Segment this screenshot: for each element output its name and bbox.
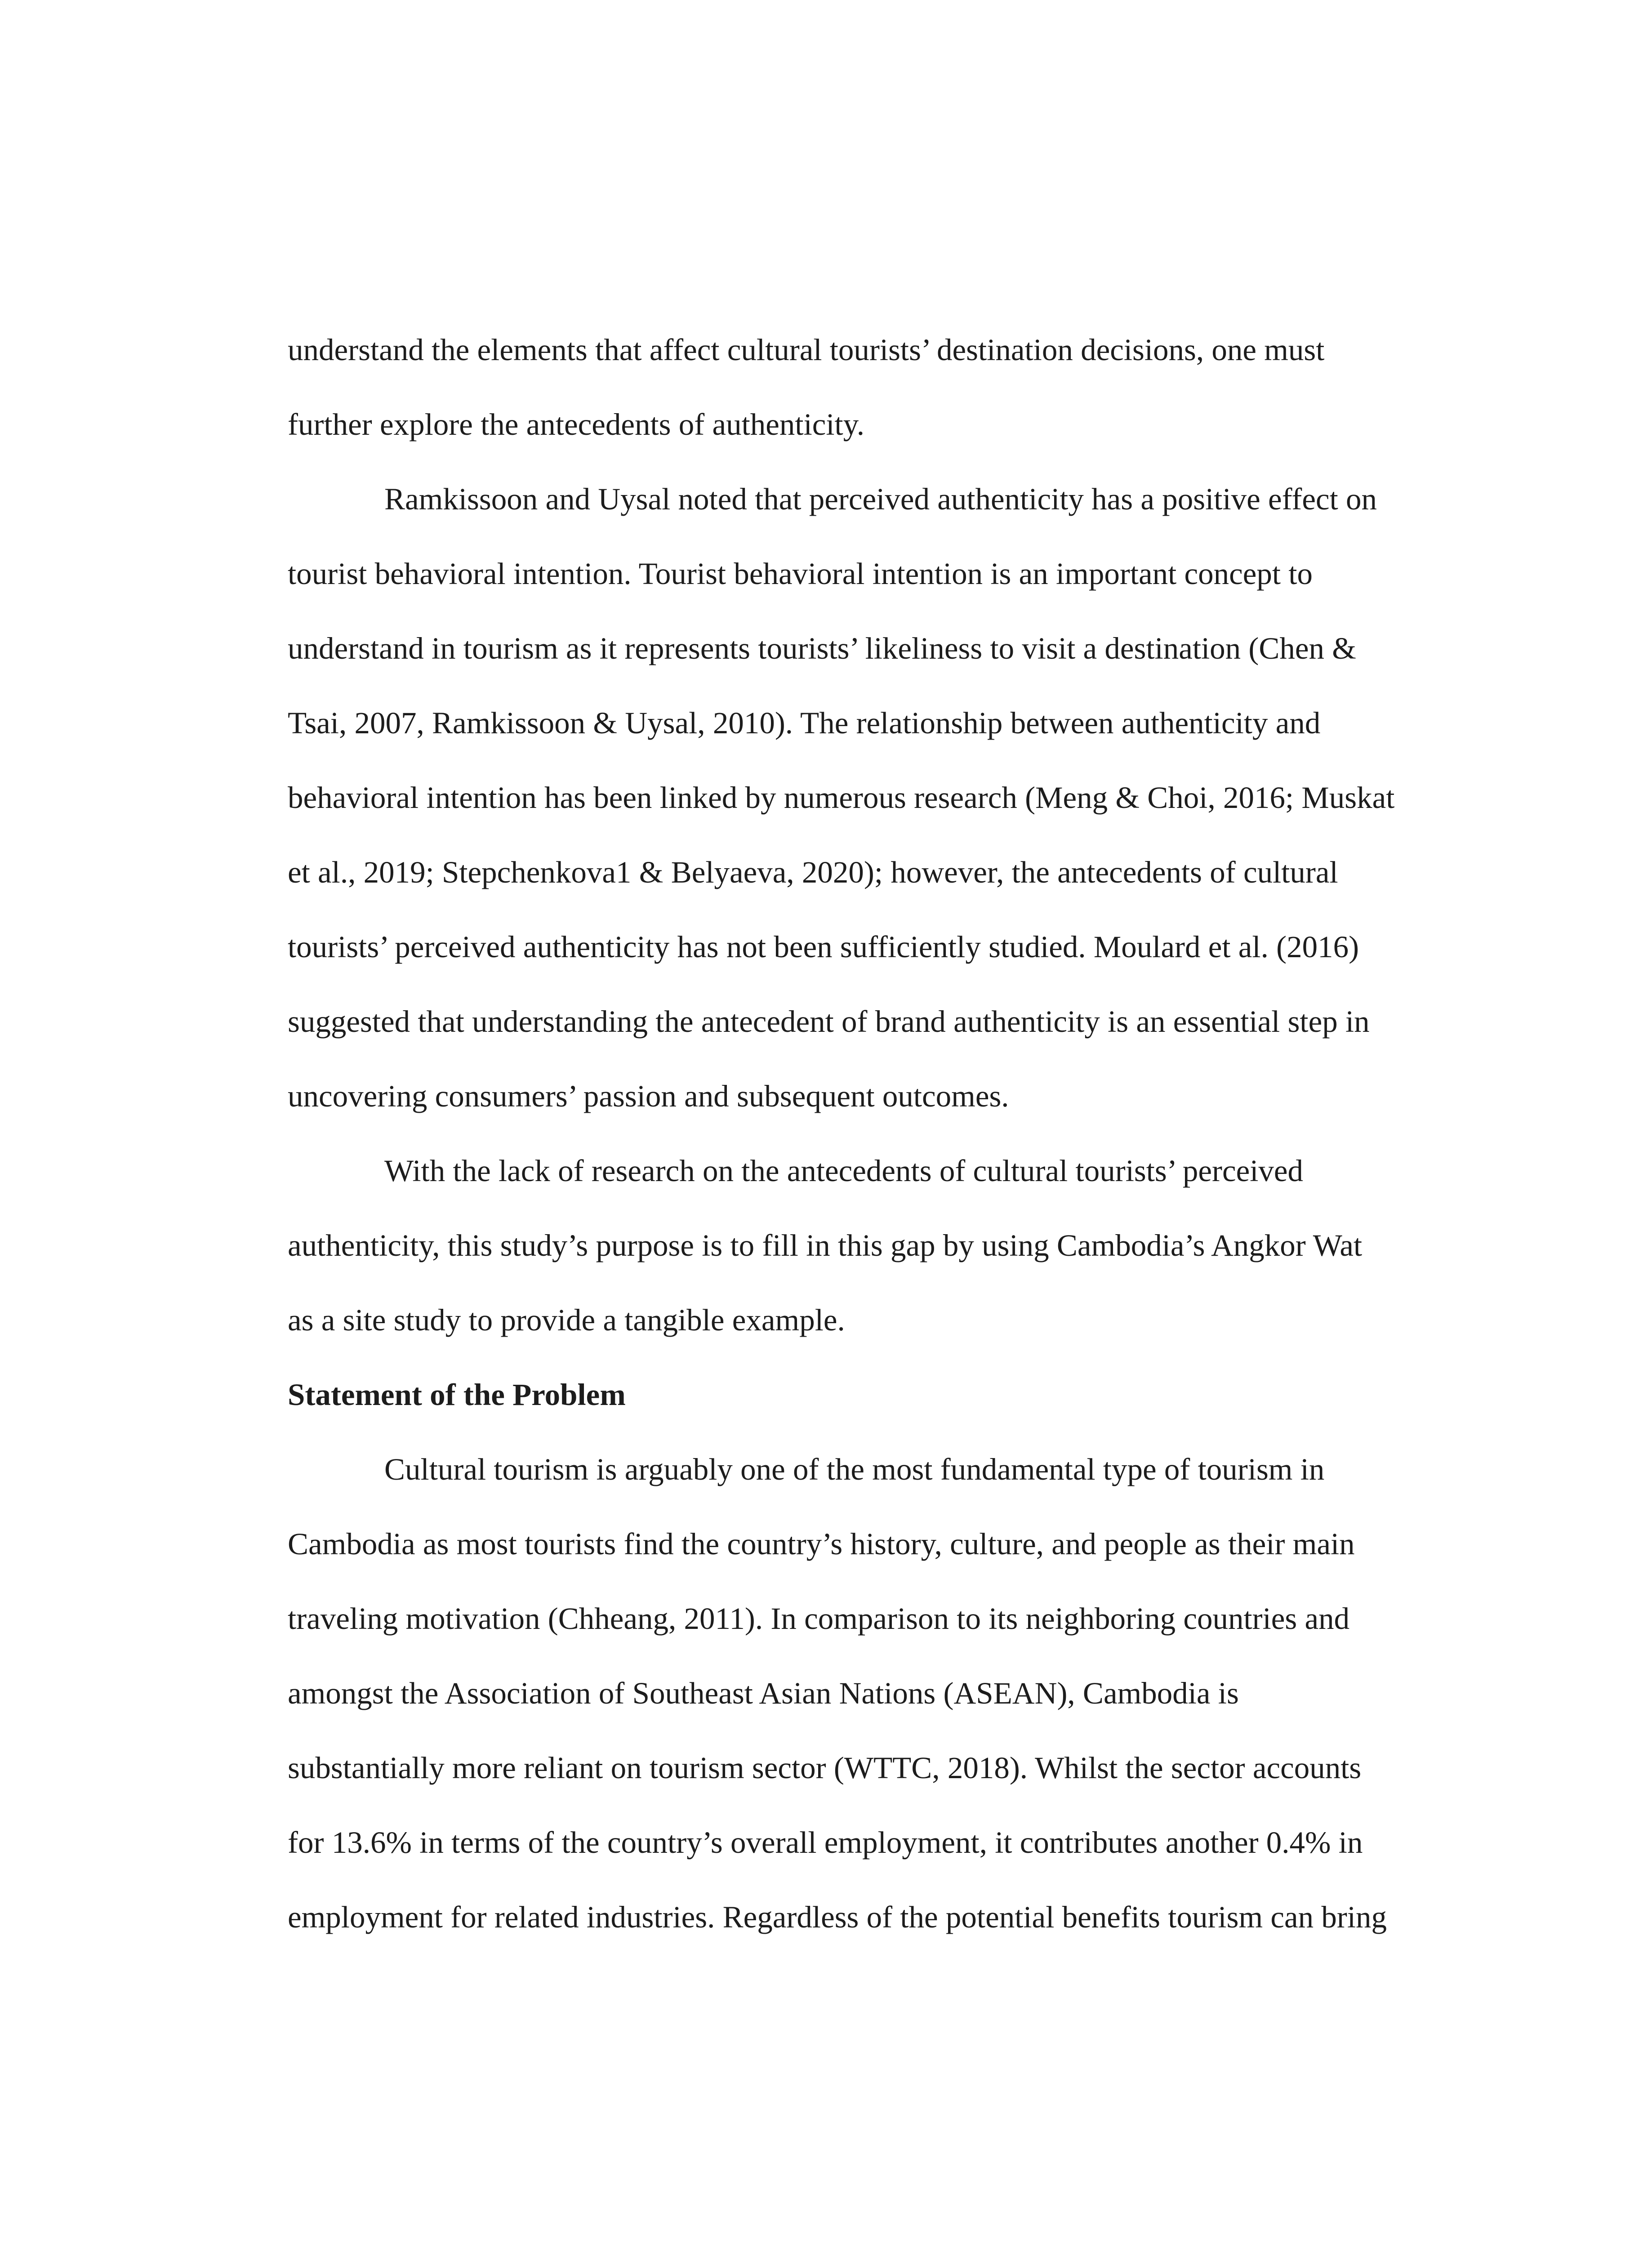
text-line: traveling motivation (Chheang, 2011). In comparison to its neighboring countries and: [288, 1601, 1350, 1636]
text-line: Tsai, 2007, Ramkissoon & Uysal, 2010). The relationship between authenticity and: [288, 706, 1321, 740]
text-line: understand in tourism as it represents tourists’ likeliness to visit a destination (Chen &: [288, 631, 1356, 665]
text-line: Cultural tourism is arguably one of the most fundamental type of tourism in: [384, 1452, 1325, 1486]
text-line: amongst the Association of Southeast Asian Nations (ASEAN), Cambodia is: [288, 1676, 1239, 1710]
text-line: tourists’ perceived authenticity has not been sufficiently studied. Moulard et al. (2016): [288, 930, 1359, 964]
text-line: Cambodia as most tourists find the country’s history, culture, and people as their main: [288, 1527, 1355, 1561]
text-line: suggested that understanding the antecedent of brand authenticity is an essential step in: [288, 1004, 1370, 1039]
text-line: Ramkissoon and Uysal noted that perceived authenticity has a positive effect on: [384, 482, 1377, 516]
text-line: et al., 2019; Stepchenkova1 & Belyaeva, 2020); however, the antecedents of cultural: [288, 855, 1338, 889]
text-line: as a site study to provide a tangible example.: [288, 1303, 845, 1337]
text-line: employment for related industries. Regardless of the potential benefits tourism can bring: [288, 1900, 1387, 1934]
section-heading: Statement of the Problem: [288, 1378, 626, 1412]
text-line: authenticity, this study’s purpose is to fill in this gap by using Cambodia’s Angkor Wat: [288, 1228, 1363, 1262]
text-line: uncovering consumers’ passion and subsequent outcomes.: [288, 1079, 1009, 1113]
text-line: With the lack of research on the antecedents of cultural tourists’ perceived: [384, 1154, 1303, 1188]
text-line: understand the elements that affect cultural tourists’ destination decisions, one must: [288, 333, 1325, 367]
text-line: further explore the antecedents of authenticity.: [288, 407, 864, 442]
text-line: tourist behavioral intention. Tourist behavioral intention is an important concept to: [288, 557, 1313, 591]
text-line: for 13.6% in terms of the country’s overall employment, it contributes another 0.4% in: [288, 1825, 1363, 1860]
body-text: [288, 312, 1438, 1954]
text-line: substantially more reliant on tourism sector (WTTC, 2018). Whilst the sector accounts: [288, 1751, 1362, 1785]
text-line: behavioral intention has been linked by numerous research (Meng & Choi, 2016; Muskat: [288, 781, 1395, 815]
